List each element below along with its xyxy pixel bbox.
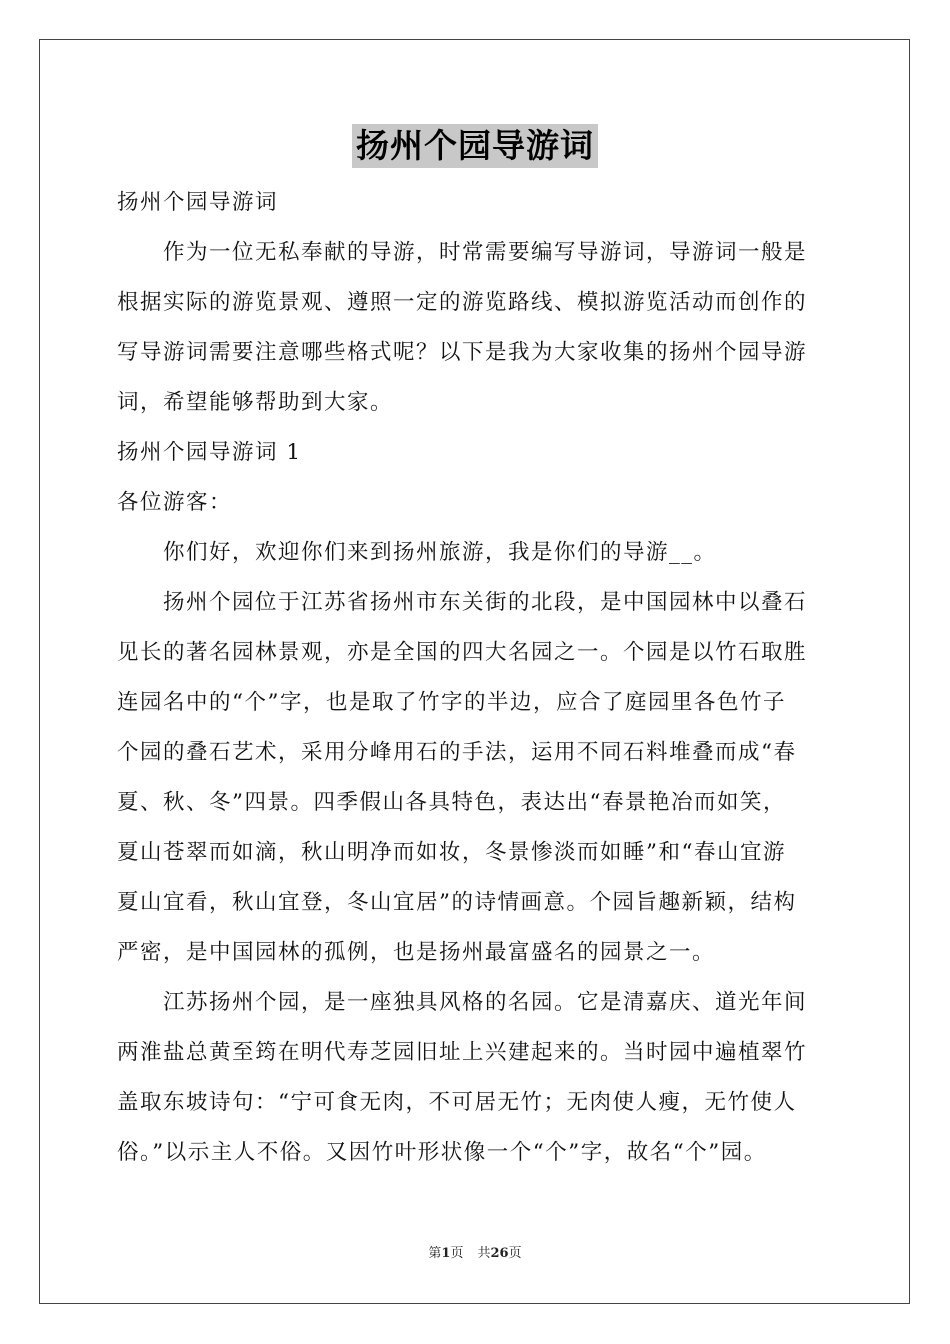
text-line: 夏山宜看，秋山宜登，冬山宜居”的诗情画意。个园旨趣新颖，结构 [117,890,797,915]
text-line: 各位游客： [117,490,233,515]
text-line: 词，希望能够帮助到大家。 [117,390,394,415]
title-container [0,124,950,168]
text-line: 两淮盐总黄至筠在明代寿芝园旧址上兴建起来的。当时园中遍植翠竹 [117,1040,808,1065]
document-title: 扬州个园导游词 [352,124,598,168]
text-line: 扬州个园导游词 1 [117,440,302,465]
text-line: 盖取东坡诗句：“宁可食无肉，不可居无竹；无肉使人瘦，无竹使人 [117,1090,797,1115]
total-suffix: 页 [508,1246,522,1261]
text-line: 扬州个园导游词 [117,190,279,215]
text-line: 见长的著名园林景观，亦是全国的四大名园之一。个园是以竹石取胜 [117,640,808,665]
text-line: 你们好，欢迎你们来到扬州旅游，我是你们的导游__。 [163,540,717,565]
document-body [117,178,837,1178]
total-prefix: 共 [477,1246,491,1261]
text-line: 根据实际的游览景观、遵照一定的游览路线、模拟游览活动而创作的 [117,290,808,315]
total-pages: 26 [490,1246,509,1261]
text-line: 作为一位无私奉献的导游，时常需要编写导游词，导游词一般是 [163,240,808,265]
page-prefix: 第 [428,1246,442,1261]
text-line: 个园的叠石艺术，采用分峰用石的手法，运用不同石料堆叠而成“春 [117,740,797,765]
text-line: 夏山苍翠而如滴，秋山明净而如妆，冬景惨淡而如睡”和“春山宜游 [117,840,786,865]
page-footer [0,1244,950,1264]
text-line: 江苏扬州个园，是一座独具风格的名园。它是清嘉庆、道光年间 [163,990,808,1015]
text-line: 扬州个园位于江苏省扬州市东关街的北段，是中国园林中以叠石 [163,590,808,615]
page-number: 1 [441,1246,451,1261]
text-line: 夏、秋、冬”四景。四季假山各具特色，表达出“春景艳冶而如笑， [117,790,786,815]
text-line: 写导游词需要注意哪些格式呢？以下是我为大家收集的扬州个园导游 [117,340,808,365]
text-line: 俗。”以示主人不俗。又因竹叶形状像一个“个”字，故名“个”园。 [117,1140,767,1165]
page-suffix: 页 [450,1246,464,1261]
text-line: 连园名中的“个”字，也是取了竹字的半边，应合了庭园里各色竹子 [117,690,786,715]
text-line: 严密，是中国园林的孤例，也是扬州最富盛名的园景之一。 [117,940,716,965]
